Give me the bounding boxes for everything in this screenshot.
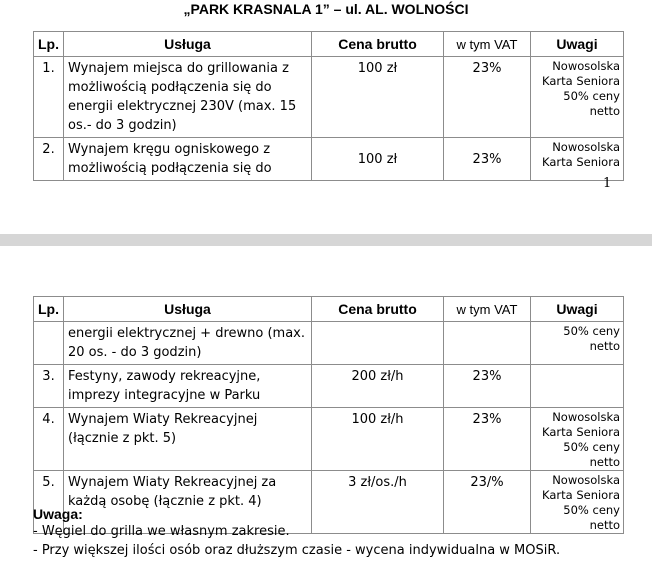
row-vat: 23/% [444, 471, 531, 534]
table-row [34, 138, 624, 181]
header-notes: Uwagi [531, 297, 624, 322]
header-notes: Uwagi [531, 32, 624, 57]
row-notes [531, 138, 624, 181]
note-line: Karta Seniora [542, 425, 620, 439]
row-price: 100 zł/h [312, 408, 444, 471]
document-title: „PARK KRASNALA 1” – ul. AL. WOLNOŚCI [183, 1, 469, 17]
header-price: Cena brutto [312, 297, 444, 322]
row-notes [531, 57, 624, 138]
note-line: Nowosolska [552, 410, 620, 424]
table-row [34, 365, 624, 408]
page-separator [0, 234, 652, 246]
row-notes [531, 322, 624, 365]
note-line: 50% ceny netto [563, 89, 620, 118]
row-lp: 5. [34, 471, 64, 534]
note-line: 50% ceny netto [563, 440, 620, 469]
remark-line: - Przy większej ilości osób oraz dłuższym czasie - wycena indywidualna w MOSiR. [33, 543, 561, 558]
header-lp: Lp. [34, 32, 64, 57]
table-row [34, 322, 624, 365]
row-vat: 23% [444, 365, 531, 408]
row-price [312, 322, 444, 365]
price-table-page-1 [33, 31, 624, 181]
table-header-row [34, 32, 624, 57]
remarks-section [33, 506, 560, 560]
row-notes [531, 365, 624, 408]
row-price: 100 zł [312, 57, 444, 138]
header-vat: w tym VAT [444, 297, 531, 322]
note-line: Karta Seniora [542, 155, 620, 169]
row-service: Wynajem miejsca do grillowania z możliwością podłączenia się do energii elektrycznej 230V (max. 15 os.- do 3 godzin) [64, 57, 312, 138]
note-line: Nowosolska [552, 473, 620, 487]
remarks-title: Uwaga: [33, 506, 83, 522]
header-service: Usługa [64, 32, 312, 57]
row-service: Festyny, zawody rekreacyjne, imprezy integracyjne w Parku [64, 365, 312, 408]
note-line: Karta Seniora [542, 488, 620, 502]
note-line: Nowosolska [552, 140, 620, 154]
row-lp: 4. [34, 408, 64, 471]
row-lp: 2. [34, 138, 64, 181]
row-service: Wynajem Wiaty Rekreacyjnej (łącznie z pkt. 5) [64, 408, 312, 471]
header-vat: w tym VAT [444, 32, 531, 57]
row-service: energii elektrycznej + drewno (max. 20 os. - do 3 godzin) [64, 322, 312, 365]
table-row [34, 408, 624, 471]
header-lp: Lp. [34, 297, 64, 322]
note-line: 50% ceny netto [563, 503, 620, 532]
row-price: 200 zł/h [312, 365, 444, 408]
row-vat: 23% [444, 408, 531, 471]
row-vat [444, 322, 531, 365]
note-line: Nowosolska [552, 59, 620, 73]
document-page-1 [0, 0, 652, 234]
row-lp: 3. [34, 365, 64, 408]
note-line: 50% ceny netto [563, 324, 620, 353]
row-price: 3 zł/os./h [312, 471, 444, 534]
row-lp: 1. [34, 57, 64, 138]
remark-line: - Węgiel do grilla we własnym zakresie. [33, 524, 290, 539]
header-price: Cena brutto [312, 32, 444, 57]
row-service: Wynajem Wiaty Rekreacyjnej za każdą osobę (łącznie z pkt. 4) [64, 471, 312, 534]
table-row [34, 57, 624, 138]
header-service: Usługa [64, 297, 312, 322]
row-service: Wynajem kręgu ogniskowego z możliwością podłączenia się do [64, 138, 312, 181]
document-page-2 [0, 246, 652, 563]
table-header-row [34, 297, 624, 322]
row-vat: 23% [444, 138, 531, 181]
row-lp [34, 322, 64, 365]
row-vat: 23% [444, 57, 531, 138]
row-notes [531, 408, 624, 471]
note-line: Karta Seniora [542, 74, 620, 88]
row-price: 100 zł [312, 138, 444, 181]
price-table-page-2 [33, 296, 624, 534]
page-number: 1 [603, 176, 612, 191]
